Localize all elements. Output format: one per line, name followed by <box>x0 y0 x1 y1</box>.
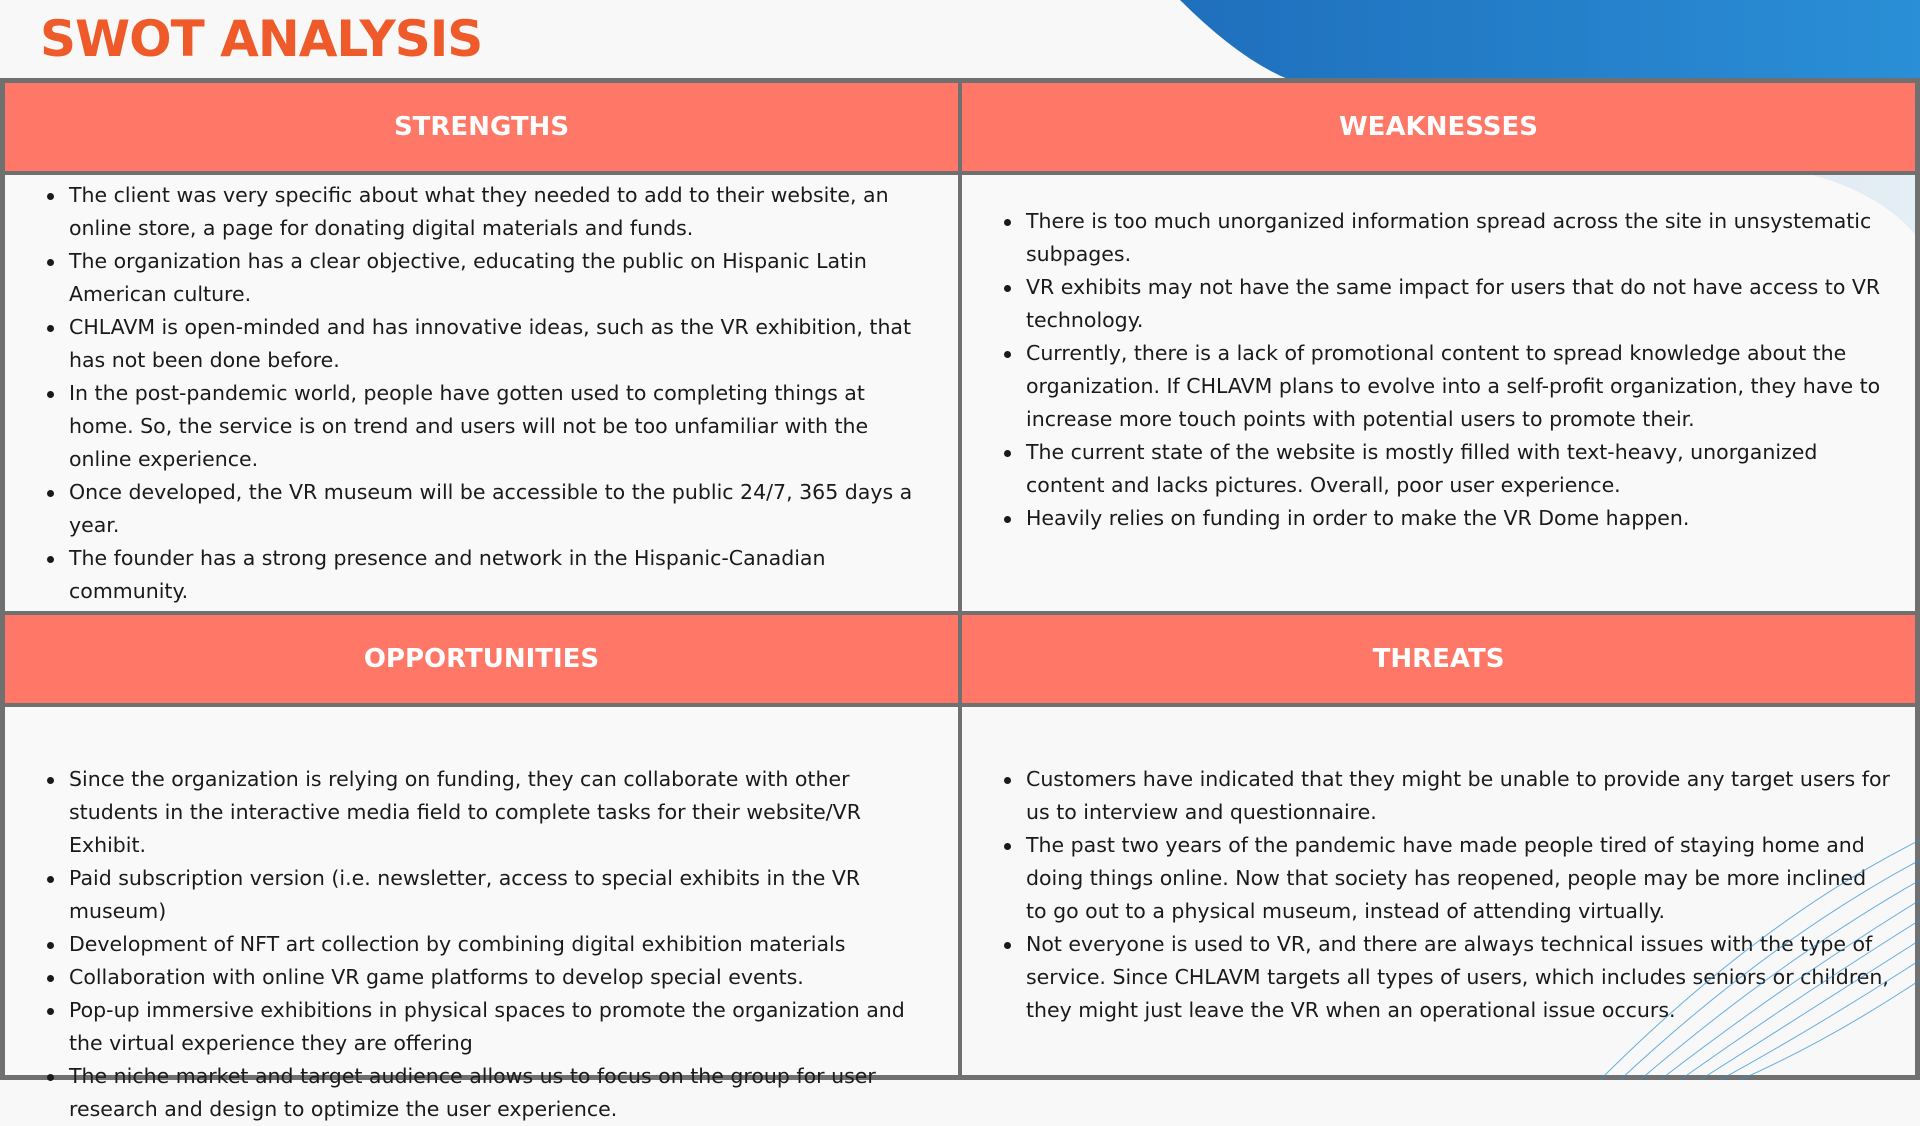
list-item: There is too much unorganized information spread across the site in unsystematic subpages. <box>1002 205 1891 271</box>
decorative-lines <box>1600 780 1920 1080</box>
weaknesses-body <box>960 173 1917 613</box>
list-item: The past two years of the pandemic have made people tired of staying home and doing things online. Now that society has reopened, people may be more inclined to go out to a physical museum, instead of attending virtually. <box>1002 829 1891 928</box>
list-item: The founder has a strong presence and network in the Hispanic-Canadian community. <box>45 542 934 608</box>
list-item: The client was very specific about what they needed to add to their website, an online store, a page for donating digital materials and funds. <box>45 179 934 245</box>
list-item: The organization has a clear objective, educating the public on Hispanic Latin American culture. <box>45 245 934 311</box>
opportunities-list <box>45 763 934 1126</box>
list-item: Heavily relies on funding in order to make the VR Dome happen. <box>1002 502 1891 535</box>
list-item: CHLAVM is open-minded and has innovative ideas, such as the VR exhibition, that has not been done before. <box>45 311 934 377</box>
opportunities-body <box>3 705 960 1121</box>
threats-header: THREATS <box>960 613 1917 705</box>
weaknesses-header: WEAKNESSES <box>960 81 1917 173</box>
strengths-header: STRENGTHS <box>3 81 960 173</box>
list-item: Once developed, the VR museum will be accessible to the public 24/7, 365 days a year. <box>45 476 934 542</box>
page-title: SWOT ANALYSIS <box>40 10 483 68</box>
list-item: Paid subscription version (i.e. newsletter, access to special exhibits in the VR museum) <box>45 862 934 928</box>
opportunities-header: OPPORTUNITIES <box>3 613 960 705</box>
list-item: Pop-up immersive exhibitions in physical spaces to promote the organization and the virtual experience they are offering <box>45 994 934 1060</box>
list-item: Not everyone is used to VR, and there are always technical issues with the type of service. Since CHLAVM targets all types of users, which includes seniors or children, they might just leave the VR when an operational issue occurs. <box>1002 928 1891 1027</box>
list-item: The current state of the website is mostly filled with text-heavy, unorganized content and lacks pictures. Overall, poor user experience. <box>1002 436 1891 502</box>
list-item: VR exhibits may not have the same impact for users that do not have access to VR technology. <box>1002 271 1891 337</box>
strengths-list <box>45 179 934 608</box>
list-item: The niche market and target audience allows us to focus on the group for user research and design to optimize the user experience. <box>45 1060 934 1126</box>
weaknesses-list <box>1002 205 1891 535</box>
list-item: Collaboration with online VR game platforms to develop special events. <box>45 961 934 994</box>
list-item: In the post-pandemic world, people have gotten used to completing things at home. So, the service is on trend and users will not be too unfamiliar with the online experience. <box>45 377 934 476</box>
list-item: Currently, there is a lack of promotional content to spread knowledge about the organization. If CHLAVM plans to evolve into a self-profit organization, they have to increase more touch points with potential users to promote their. <box>1002 337 1891 436</box>
list-item: Since the organization is relying on funding, they can collaborate with other students in the interactive media field to complete tasks for their website/VR Exhibit. <box>45 763 934 862</box>
strengths-body <box>3 173 960 613</box>
list-item: Development of NFT art collection by combining digital exhibition materials <box>45 928 934 961</box>
list-item: Customers have indicated that they might be unable to provide any target users for us to interview and questionnaire. <box>1002 763 1891 829</box>
